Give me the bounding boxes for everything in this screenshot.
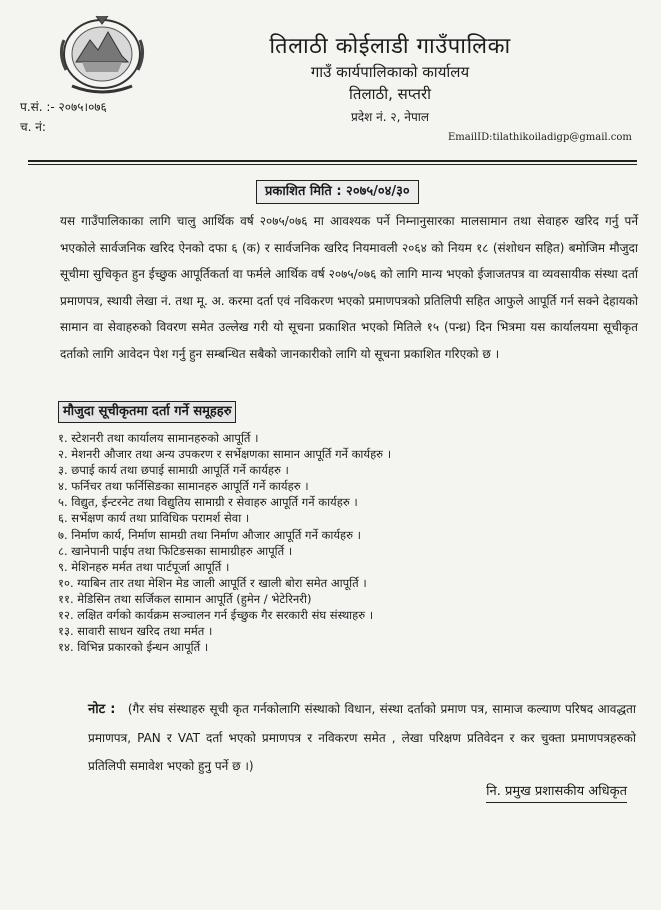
list-item: १४. विभिन्न प्रकारको ईन्धन आपूर्ति । [58, 640, 209, 655]
list-item: १२. लक्षित वर्गको कार्यक्रम सञ्चालन गर्न ईच्छुक गैर सरकारी संघ संस्थाहरु । [58, 608, 374, 623]
email-address: EmailID:tilathikoiladigp@gmail.com [448, 132, 632, 143]
note-label: नोट : [88, 702, 116, 717]
reference-number: प.सं. :- २०७५।०७६ [20, 100, 107, 114]
list-item: ३. छपाई कार्य तथा छपाई सामाग्री आपूर्ति गर्ने कार्यहरु । [58, 463, 289, 478]
item-list [58, 430, 391, 655]
list-item: १३. सावारी साधन खरिद तथा मर्मत । [58, 624, 213, 639]
list-item: ८. खानेपानी पाईप तथा फिटिङसका सामाग्रीहरु आपूर्ति । [58, 543, 293, 558]
nepal-emblem-logo [52, 10, 152, 94]
section-heading: मौजुदा सूचीकृतमा दर्ता गर्ने समूहहरु [58, 401, 236, 423]
list-item: ७. निर्माण कार्य, निर्माण सामग्री तथा निर्माण औजार आपूर्ति गर्ने कार्यहरु । [58, 527, 362, 542]
list-item: ९. मेशिनहरु मर्मत तथा पार्टपूर्जा आपूर्ति । [58, 559, 230, 574]
note-block [88, 695, 636, 780]
note-text: (गैर संघ संस्थाहरु सूची कृत गर्नकोलागि संस्थाको विधान, संस्था दर्ताको प्रमाण पत्र, सामाज कल्याण परिषद आवद्धता प्रमाणपत्र, PAN र VAT दर्ता भएको प्रमाणपत्र र नविकरण समेत , लेखा परिक्षण प्रतिवेदन र कर चुक्ता प्रमाणपत्रहरुको प्रतिलिपी समावेश भएको हुनु पर्ने छ ।) [88, 702, 636, 773]
published-date: प्रकाशित मिति : २०७५/०४/३० [256, 180, 419, 204]
office-location: तिलाठी, सप्तरी [349, 85, 431, 103]
list-item: १. स्टेशनरी तथा कार्यालय सामानहरुको आपूर्ति । [58, 431, 259, 445]
list-item: ५. विद्युत, ईन्टरनेट तथा विद्युतिय सामाग्री र सेवाहरु आपूर्ति गर्ने कार्यहरु । [58, 495, 358, 510]
signature-title: नि. प्रमुख प्रशासकीय अधिकृत [486, 781, 627, 803]
list-item: १०. ग्याबिन तार तथा मेशिन मेड जाली आपूर्ति र खाली बोरा समेत आपूर्ति । [58, 575, 367, 590]
org-name: तिलाठी कोईलाडी गाउँपालिका [269, 34, 511, 59]
office-name: गाउँ कार्यपालिकाको कार्यालय [310, 63, 470, 81]
header-divider [28, 160, 637, 162]
list-item: ६. सर्भेक्षण कार्य तथा प्राविधिक परामर्श सेवा । [58, 511, 250, 526]
list-item: ११. मेडिसिन तथा सर्जिकल सामान आपूर्ति (हुमेन / भेटेरिनरी) [58, 591, 312, 606]
province-line: प्रदेश नं. २, नेपाल [350, 110, 430, 124]
dispatch-number: च. नं: [20, 120, 46, 134]
notice-body: यस गाउँपालिकाका लागि चालु आर्थिक वर्ष २०७५/०७६ मा आवश्यक पर्ने निम्नानुसारका मालसामान तथा सेवाहरु खरिद गर्नु पर्ने भएकोले सार्वजनिक खरिद ऐनको दफा ६ (क) र सार्वजनिक खरिद नियमावली २०६४ को नियम १८ (संशोधन सहित) बमोजिम मौजुदा सूचीमा सुचिकृत हुन ईच्छुक आपूर्तिकर्ता वा फर्मले आर्थिक वर्ष २०७५/०७६ को लागि मान्य भएको ईजाजतपत्र वा व्यवसायीक संस्था दर्ता प्रमाणपत्र, स्थायी लेखा नं. तथा मू. अ. करमा दर्ता एवं नविकरण भएको प्रमाणपत्रको प्रतिलिपी सहित आफुले आपूर्ति गर्न सक्ने देहायको सामान वा सेवाहरुको विवरण समेत उल्लेख गरी यो सूचना प्रकाशित भएको मितिले १५ (पन्ध्र) दिन भित्रमा यस कार्यालयमा सूचीकृत दर्ताको लागि आवेदन पेश गर्नु हुन सम्बन्धित सबैको जानकारीको लागि यो सूचना प्रकाशित गरिएको छ । [60, 214, 638, 361]
list-item: ४. फर्निचर तथा फर्निसिङका सामानहरु आपूर्ति गर्ने कार्यहरु । [58, 479, 309, 494]
header-divider-thin [28, 164, 637, 165]
list-item: २. मेशनरी औजार तथा अन्य उपकरण र सर्भेक्षणका सामान आपूर्ति गर्ने कार्यहरु । [58, 447, 392, 462]
